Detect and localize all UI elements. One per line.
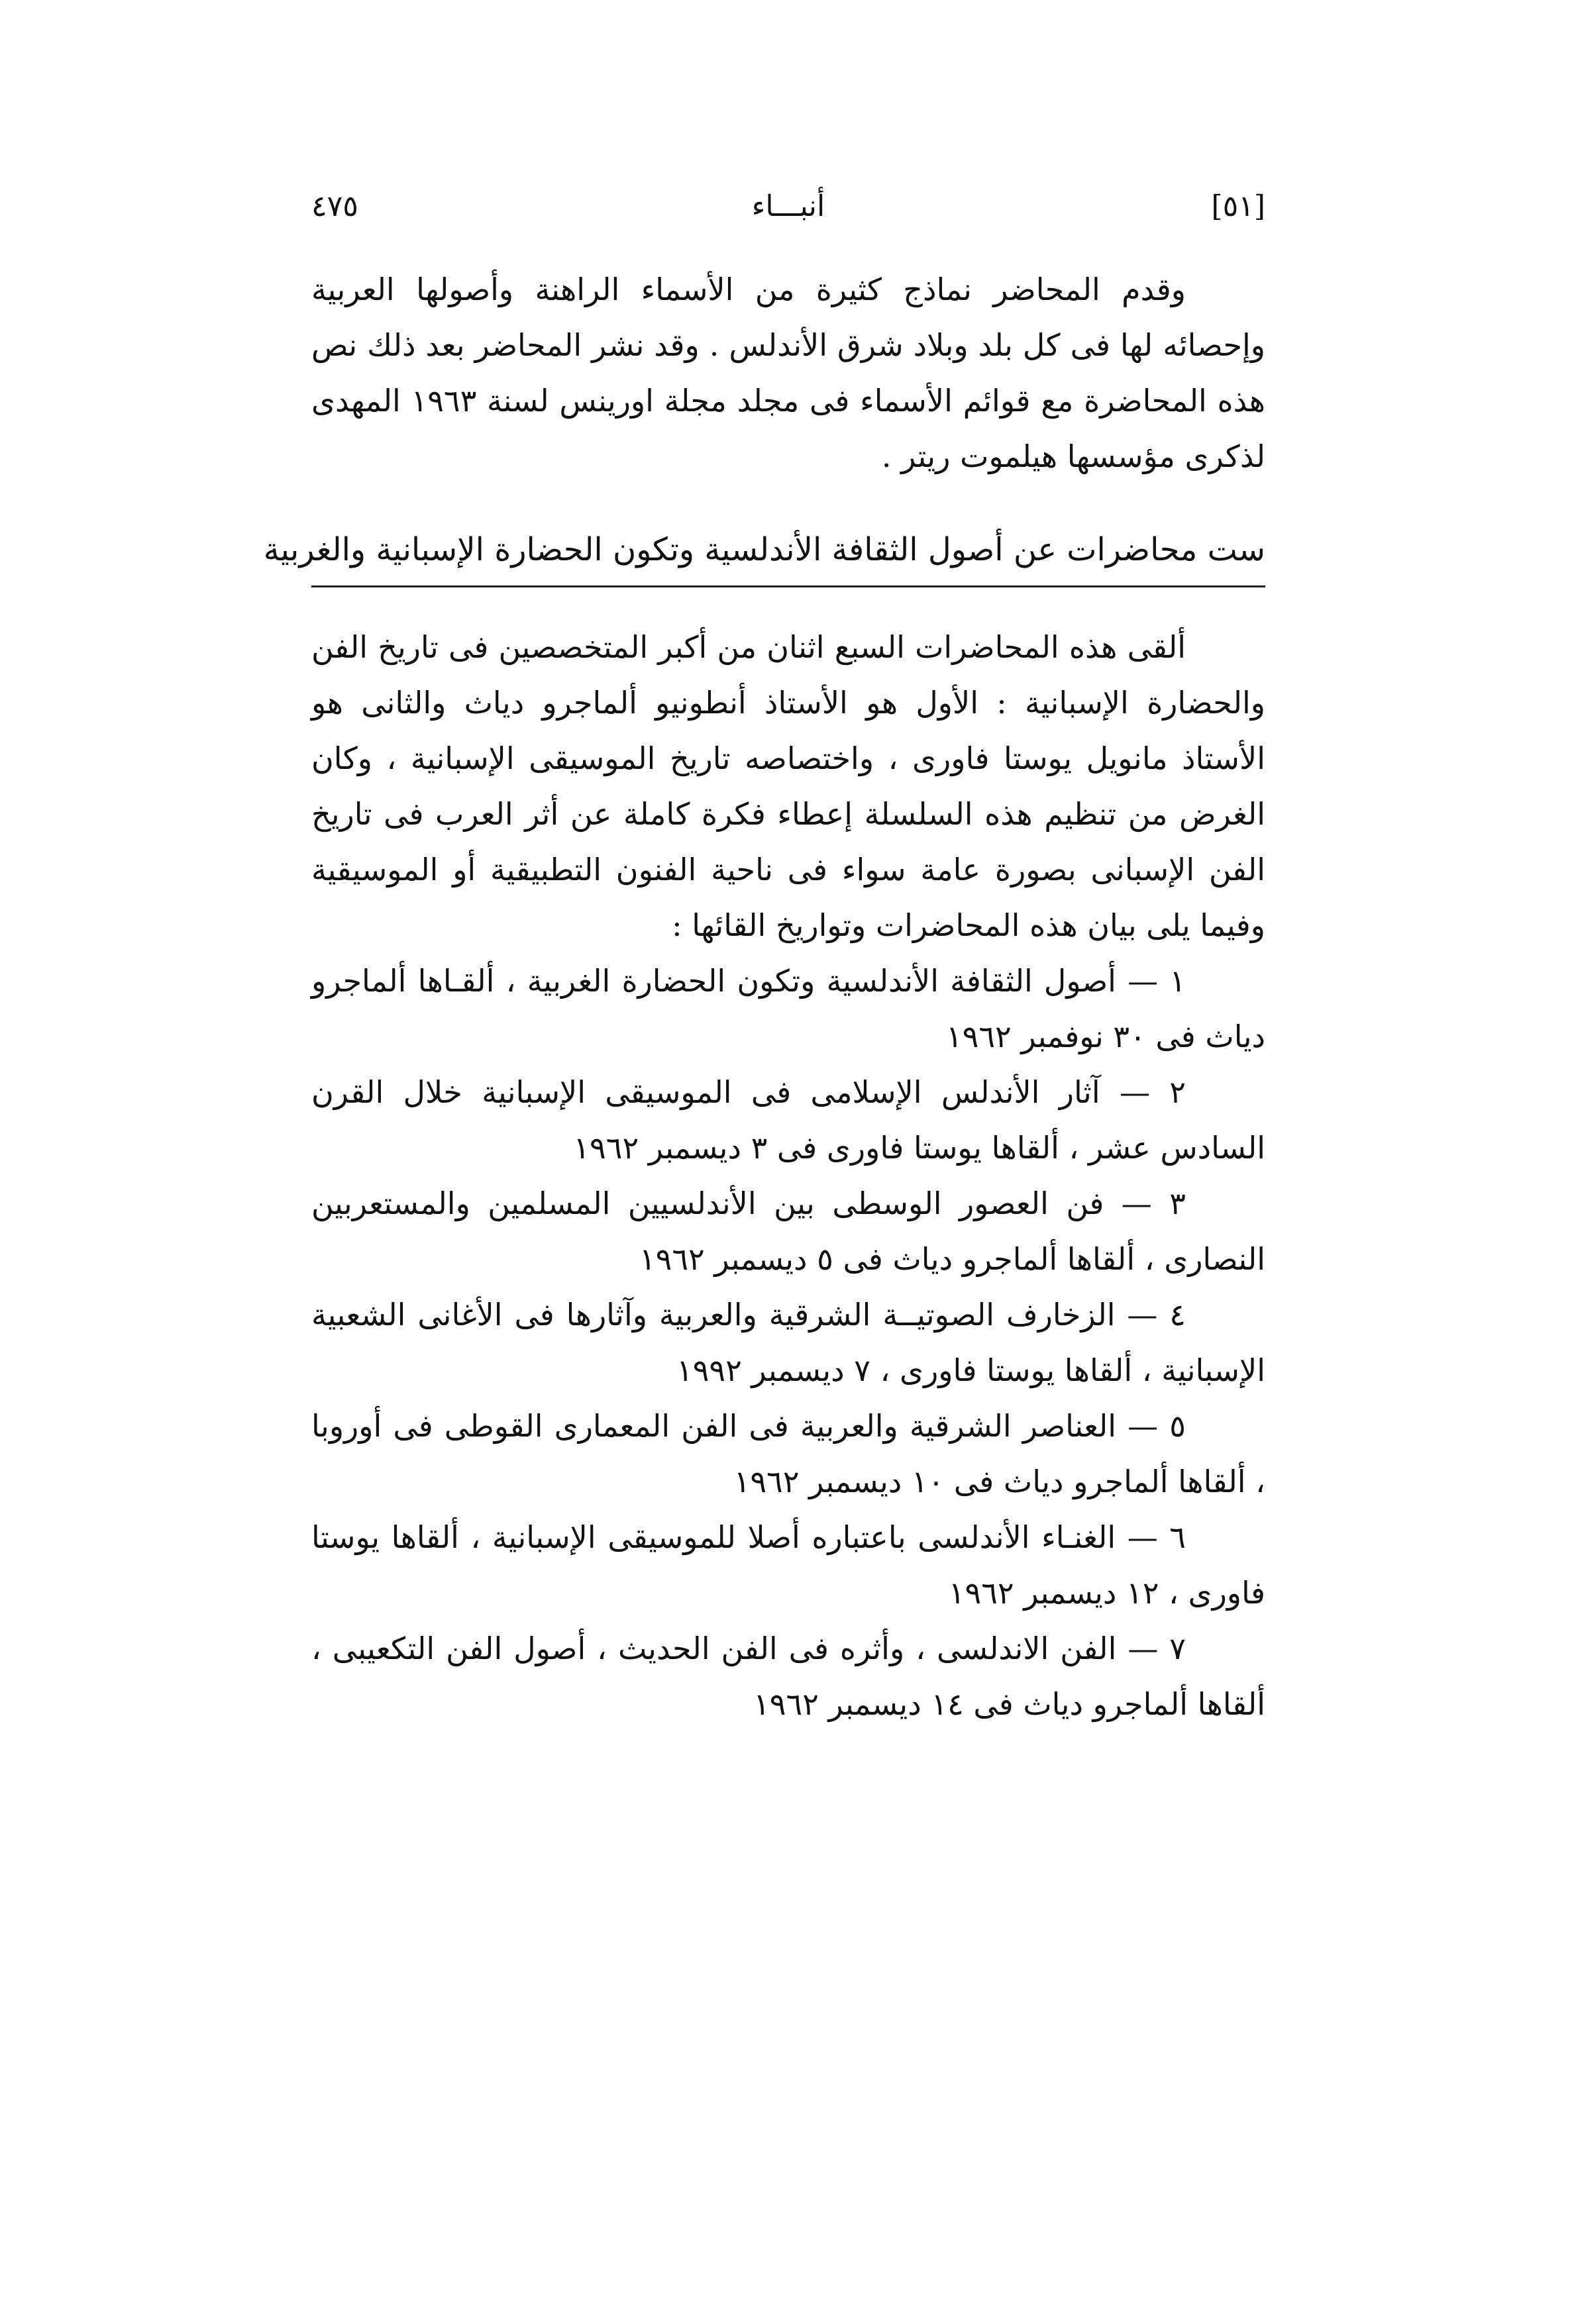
body-paragraph: ألقى هذه المحاضرات السبع اثنان من أكبر المتخصصين فى تاريخ الفن والحضارة الإسبانية : الأول هو الأستاذ أنطونيو ألماجرو دياث والثانى هو الأستاذ مانويل يوستا فاورى ، واختصاصه تاريخ الموسيقى الإسبانية ، وكان الغرض من تنظيم هذه السلسلة إعطاء فكرة كاملة عن أثر العرب فى تاريخ الفن الإسبانى بصورة عامة سواء فى ناحية الفنون التطبيقية أو الموسيقية وفيما يلى بيان هذه المحاضرات وتواريخ القائها :: [311, 629, 1265, 943]
running-header: [311, 189, 1265, 236]
list-item: ٣ — فن العصور الوسطى بين الأندلسيين المسلمين والمستعربين النصارى ، ألقاها ألماجرو دياث فى ٥ ديسمبر ١٩٦٢: [311, 1186, 1265, 1277]
list-item: ٢ — آثار الأندلس الإسلامى فى الموسيقى الإسبانية خلال القرن السادس عشر ، ألقاها يوستا فاورى فى ٣ ديسمبر ١٩٦٢: [311, 1074, 1265, 1166]
section-heading: ست محاضرات عن أصول الثقافة الأندلسية وتكون الحضارة الإسبانية والغربية: [311, 523, 1265, 587]
intro-paragraph: وقدم المحاضر نماذج كثيرة من الأسماء الراهنة وأصولها العربية وإحصائه لها فى كل بلد وبلاد شرق الأندلس . وقد نشر المحاضر بعد ذلك نص هذه المحاضرة مع قوائم الأسماء فى مجلد مجلة اورينس لسنة ١٩٦٣ المهدى لذكرى مؤسسها هيلموت ريتر .: [311, 272, 1265, 474]
running-title: أنبـــاء: [751, 189, 825, 223]
list-item: ١ — أصول الثقافة الأندلسية وتكون الحضارة الغربية ، ألقـاها ألماجرو دياث فى ٣٠ نوفمبر ١٩٦٢: [311, 963, 1265, 1054]
page-number: ٤٧٥: [311, 189, 358, 223]
section-body: [311, 619, 1265, 1732]
section-reference: [٥١]: [1211, 189, 1265, 223]
list-item: ٤ — الزخارف الصوتيــة الشرقية والعربية وآثارها فى الأغانى الشعبية الإسبانية ، ألقاها يوستا فاورى ، ٧ ديسمبر ١٩٩٢: [311, 1297, 1265, 1388]
document-page: [263, 0, 1265, 2324]
lecture-list: [311, 953, 1265, 1732]
list-item: ٧ — الفن الاندلسى ، وأثره فى الفن الحديث ، أصول الفن التكعيبى ، ألقاها ألماجرو دياث فى ١٤ ديسمبر ١٩٦٢: [311, 1631, 1265, 1722]
intro-block: [311, 262, 1265, 484]
list-item: ٦ — الغنـاء الأندلسى باعتباره أصلا للموسيقى الإسبانية ، ألقاها يوستا فاورى ، ١٢ ديسمبر ١٩٦٢: [311, 1519, 1265, 1611]
list-item: ٥ — العناصر الشرقية والعربية فى الفن المعمارى القوطى فى أوروبا ، ألقاها ألماجرو دياث فى ١٠ ديسمبر ١٩٦٢: [311, 1408, 1265, 1499]
